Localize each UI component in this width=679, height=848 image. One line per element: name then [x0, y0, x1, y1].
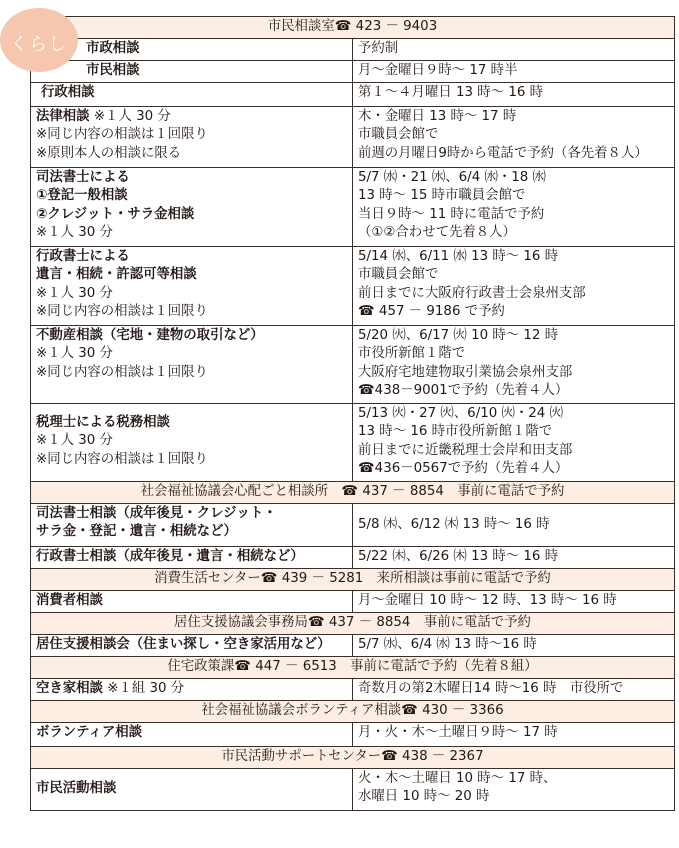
row-title: 不動産相談（宅地・建物の取引など）	[36, 328, 264, 343]
row-note: ※１人 30 分 ※同じ内容の相談は１回限り ※原則本人の相談に限る	[36, 109, 208, 161]
row-detail: 5/13 ㈫・27 ㈫、6/10 ㈫・24 ㈫ 13 時～ 16 時市役所新館１階で 前日までに近畿税理士会岸和田支部 ☎436－0567で予約（先着４人）	[353, 404, 675, 482]
section-header: 市民相談室☎ 423 － 9403	[31, 17, 675, 39]
row-title: 居住支援相談会（住まい探し・空き家活用など）	[31, 635, 353, 657]
section-header: 社会福祉協議会ボランティア相談☎ 430 － 3366	[31, 701, 675, 723]
row-note: ※１人 30 分	[36, 224, 113, 240]
row-title: 司法書士相談（成年後見・クレジット・ サラ金・登記・遺言・相続など）	[31, 504, 353, 547]
row-cell	[31, 404, 353, 482]
row-note: ※１人 30 分 ※同じ内容の相談は１回限り	[36, 285, 208, 319]
row-detail: 月・火・木～土曜日９時～ 17 時	[353, 723, 675, 747]
row-note: ※１人 30 分 ※同じ内容の相談は１回限り	[36, 346, 208, 380]
row-title: 市政相談	[31, 39, 353, 61]
category-badge-label: くらし	[10, 34, 67, 55]
row-detail: 火・木～土曜日 10 時～ 17 時、 水曜日 10 時～ 20 時	[353, 769, 675, 811]
row-title: 司法書士による ①登記一般相談 ②クレジット・サラ金相談	[36, 170, 195, 222]
row-detail: 5/14 ㈬、6/11 ㈬ 13 時～ 16 時 市職員会館で 前日までに大阪府行政書士会泉州支部 ☎ 457 － 9186 で予約	[353, 247, 675, 326]
row-title: 税理士による税務相談	[36, 415, 170, 430]
row-note: ※１組 30 分	[107, 681, 185, 696]
section-header: 消費生活センター☎ 439 － 5281 来所相談は事前に電話で予約	[31, 569, 675, 591]
section-header: 市民活動サポートセンター☎ 438 － 2367	[31, 747, 675, 769]
row-detail: 5/8 ㈭、6/12 ㈭ 13 時～ 16 時	[353, 504, 675, 547]
section-header: 居住支援協議会事務局☎ 437 － 8854 事前に電話で予約	[31, 613, 675, 635]
row-title: 行政書士による 遺言・相続・許認可等相談	[36, 249, 197, 283]
row-detail: 5/20 ㈫、6/17 ㈫ 10 時～ 12 時 市役所新館１階で 大阪府宅地建物取引業協会泉州支部 ☎438－9001で予約（先着４人）	[353, 326, 675, 404]
row-note: ※１人 30 分 ※同じ内容の相談は１回限り	[36, 433, 208, 467]
row-detail: 予約制	[353, 39, 675, 61]
row-detail: 月～金曜日９時～ 17 時半	[353, 61, 675, 83]
row-detail: 5/22 ㈭、6/26 ㈭ 13 時～ 16 時	[353, 547, 675, 569]
row-title: 空き家相談	[36, 681, 103, 696]
row-detail: 5/7 ㈬・21 ㈬、6/4 ㈬・18 ㈬ 13 時～ 15 時市職員会館で 当日９時～ 11 時に電話で予約 （①②合わせて先着８人）	[353, 168, 675, 247]
category-badge	[0, 8, 78, 72]
row-title: ボランティア相談	[31, 723, 353, 747]
row-title: 行政相談	[31, 83, 353, 107]
row-detail: 5/7 ㈬、6/4 ㈬ 13 時～16 時	[353, 635, 675, 657]
consultation-table	[30, 16, 675, 811]
row-title: 市民活動相談	[31, 769, 353, 811]
row-cell	[31, 326, 353, 404]
row-title: 市民相談	[31, 61, 353, 83]
row-detail: 第１～４月曜日 13 時～ 16 時	[353, 83, 675, 107]
row-cell	[31, 247, 353, 326]
section-header: 住宅政策課☎ 447 － 6513 事前に電話で予約（先着８組）	[31, 657, 675, 679]
row-detail: 奇数月の第2木曜日14 時～16 時 市役所で	[353, 679, 675, 701]
section-header: 社会福祉協議会心配ごと相談所 ☎ 437 － 8854 事前に電話で予約	[31, 482, 675, 504]
row-detail: 木・金曜日 13 時～ 17 時 市職員会館で 前週の月曜日9時から電話で予約（各先着８人）	[353, 107, 675, 168]
row-title: 行政書士相談（成年後見・遺言・相続など）	[31, 547, 353, 569]
row-cell	[31, 107, 353, 168]
row-title: 法律相談	[36, 109, 90, 124]
row-cell	[31, 679, 353, 701]
row-title: 消費者相談	[31, 591, 353, 613]
row-detail: 月～金曜日 10 時～ 12 時、13 時～ 16 時	[353, 591, 675, 613]
row-cell	[31, 168, 353, 247]
